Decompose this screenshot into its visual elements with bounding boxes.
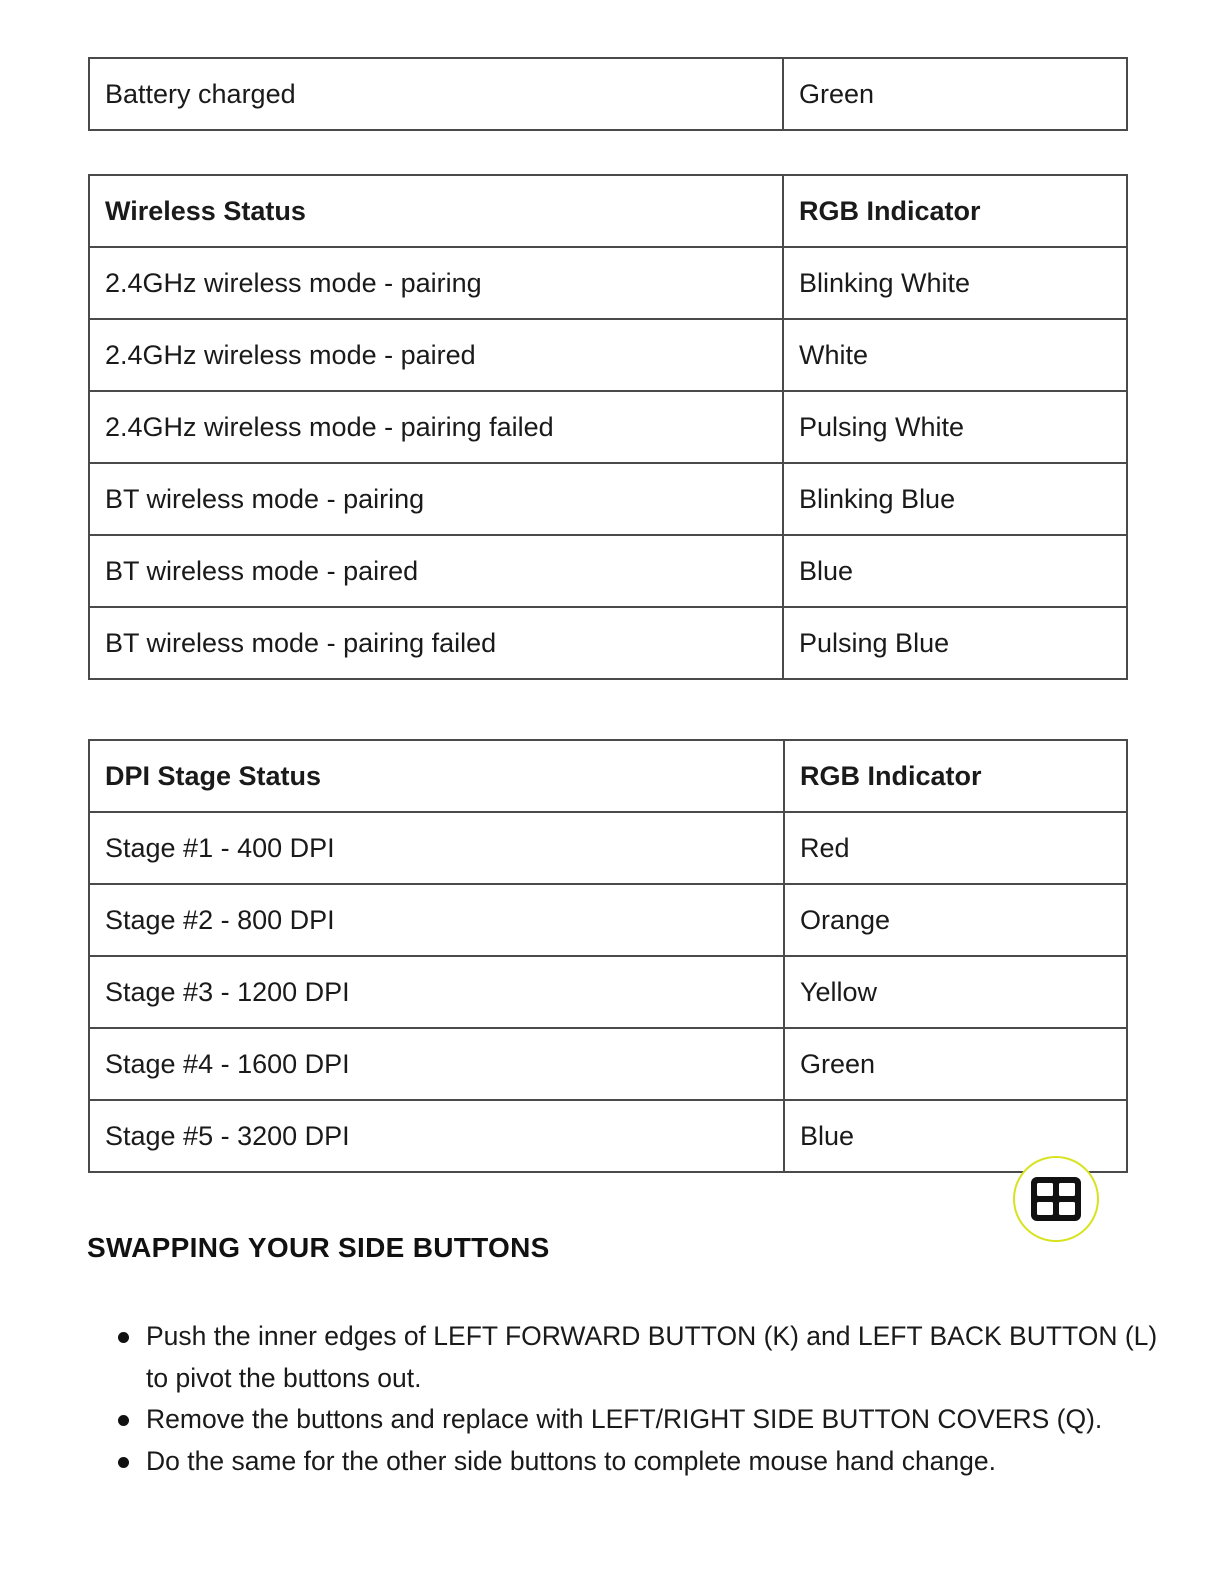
table-of-contents-icon [1031, 1177, 1081, 1221]
status-cell: BT wireless mode - pairing failed [89, 607, 783, 679]
column-header-dpi-stage-status: DPI Stage Status [89, 740, 784, 812]
status-cell: Battery charged [89, 58, 783, 130]
table-row [89, 812, 1127, 884]
column-header-wireless-status: Wireless Status [89, 175, 783, 247]
indicator-cell: Yellow [784, 956, 1127, 1028]
table-row [89, 956, 1127, 1028]
indicator-cell: Pulsing White [783, 391, 1127, 463]
status-cell: Stage #5 - 3200 DPI [89, 1100, 784, 1172]
battery-status-table [88, 57, 1128, 131]
table-row [89, 1028, 1127, 1100]
table-row [89, 535, 1127, 607]
status-cell: Stage #1 - 400 DPI [89, 812, 784, 884]
indicator-cell: Green [784, 1028, 1127, 1100]
table-row [89, 391, 1127, 463]
column-header-rgb-indicator: RGB Indicator [784, 740, 1127, 812]
indicator-cell: Blue [783, 535, 1127, 607]
indicator-cell: Red [784, 812, 1127, 884]
column-header-rgb-indicator: RGB Indicator [783, 175, 1127, 247]
indicator-cell: Blinking White [783, 247, 1127, 319]
list-item: Push the inner edges of LEFT FORWARD BUTTON (K) and LEFT BACK BUTTON (L) to pivot the buttons out. [146, 1316, 1176, 1399]
table-row [89, 463, 1127, 535]
dpi-stage-table [88, 739, 1128, 1173]
indicator-cell: Green [783, 58, 1127, 130]
steps-list [88, 1316, 1176, 1482]
table-row [89, 58, 1127, 130]
status-cell: Stage #2 - 800 DPI [89, 884, 784, 956]
table-row [89, 1100, 1127, 1172]
indicator-cell: Orange [784, 884, 1127, 956]
indicator-cell: White [783, 319, 1127, 391]
status-cell: Stage #4 - 1600 DPI [89, 1028, 784, 1100]
table-header-row [89, 175, 1127, 247]
list-item: Do the same for the other side buttons to complete mouse hand change. [146, 1441, 1176, 1483]
table-of-contents-button[interactable] [1013, 1156, 1099, 1242]
table-row [89, 884, 1127, 956]
table-row [89, 319, 1127, 391]
table-row [89, 247, 1127, 319]
section-heading: SWAPPING YOUR SIDE BUTTONS [87, 1232, 550, 1263]
status-cell: Stage #3 - 1200 DPI [89, 956, 784, 1028]
status-cell: BT wireless mode - paired [89, 535, 783, 607]
status-cell: 2.4GHz wireless mode - pairing failed [89, 391, 783, 463]
status-cell: 2.4GHz wireless mode - paired [89, 319, 783, 391]
status-cell: BT wireless mode - pairing [89, 463, 783, 535]
indicator-cell: Pulsing Blue [783, 607, 1127, 679]
indicator-cell: Blinking Blue [783, 463, 1127, 535]
table-row [89, 607, 1127, 679]
status-cell: 2.4GHz wireless mode - pairing [89, 247, 783, 319]
wireless-status-table [88, 174, 1128, 680]
indicator-cell: Blue [784, 1100, 1127, 1172]
table-header-row [89, 740, 1127, 812]
list-item: Remove the buttons and replace with LEFT/RIGHT SIDE BUTTON COVERS (Q). [146, 1399, 1176, 1441]
